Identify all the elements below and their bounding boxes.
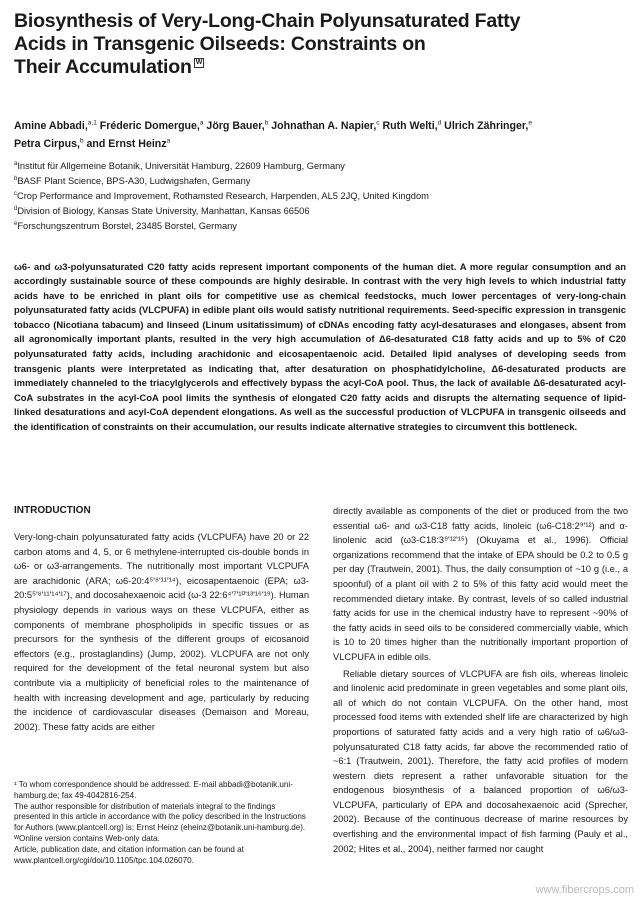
article-page	[14, 10, 628, 865]
author: Amine Abbadi,$^{a,1}$	[14, 119, 97, 132]
affiliation: $^b$BASF Plant Science, BPS-A30, Ludwigshafen, Germany	[14, 175, 251, 187]
title-line-text: Their Accumulation	[14, 56, 192, 78]
author-list	[14, 115, 626, 152]
right-column	[333, 504, 628, 856]
author: Petra Cirpus,$^b$	[14, 137, 84, 151]
footnote: Article, publication date, and citation information can be found at www.plantcell.org/cgi/doi/10.1105/tpc.104.026070.	[14, 844, 244, 865]
body-paragraph: directly available as components of the diet or produced from the two essential ω6- and ω3-C18 fatty acids, linoleic (ω6-C18:2⁹'¹²) and α-linolenic acid (ω3-C18:3⁹'¹²'¹⁵) (Okuyama et al., 1996). Official organizations recommend that the intake of EPA should be 0.2 to 0.5 g per day (Trautwein, 2001). Thus, the daily consumption of ~10 g (i.e., a spoonful) of a plant oil with 2 to 5% of this fatty acid would meet the recommended dietary intake. By contrast, levels of so called industrial fatty acids for use in the chemical industry have to represent ~90% of the fatty acids in seed oils to be considered commercially viable, which is 10 to 20 times higher than the nutritionally important proportion of VLCPUFA in edible oils.	[333, 506, 628, 662]
author: Fréderic Domergue,$^a$	[96, 119, 204, 132]
author: Johnathan A. Napier,$^c$	[268, 119, 380, 132]
affiliation: $^e$Forschungszentrum Borstel, 23485 Borstel, Germany	[14, 220, 237, 231]
footnote: The author responsible for distribution of materials integral to the findings presented in this article in accordance with the policy described in the Instructions for Authors (www.plantcell.org) is: Ernst Heinz (eheinz@botanik.uni-hamburg.de).	[14, 801, 306, 833]
author: Ruth Welti,$^d$	[379, 119, 442, 132]
abstract: ω6- and ω3-polyunsaturated C20 fatty acids represent important components of the human diet. A more regular consumption and an accordingly sustainable source of these compounds are highly desirable. In contrast with the very high levels to which industrial fatty acids have to be enriched in plant oils for competitive use as chemical feedstocks, much lower percentages of very-long-chain polyunsaturated fatty acids (VLCPUFA) in edible plant oils would satisfy nutritional requirements. Seed-specific expression in transgenic tobacco (Nicotiana tabacum) and linseed (Linum usitatissimum) of cDNAs encoding fatty acyl-desaturases and elongases, absent from all agronomically important plants, resulted in the very high accumulation of Δ6-desaturated C18 fatty acids and up to 5% of C20 polyunsaturated fatty acids, including arachidonic and eicosapentaenoic acid. Detailed lipid analyses of developing seeds from transgenic plants were interpretated as indicating that, after desaturation on phosphatidylcholine, Δ6-desaturated products are immediately channeled to the triacylglycerols and effectively bypass the acyl-CoA pool. Thus, the lack of available Δ6-desaturated acyl-CoA substrates in the acyl-CoA pool limits the synthesis of elongated C20 fatty acids and disrupts the alternating sequence of lipid-linked desaturations and acyl-CoA dependent elongations. As well as the successful production of VLCPUFA in transgenic oilseeds and the identification of constraints on their accumulation, our results indicate alternative strategies to circumvent this bottleneck.	[14, 260, 626, 433]
affiliation: $^a$Institut für Allgemeine Botanik, Universität Hamburg, 22609 Hamburg, Germany	[14, 161, 345, 172]
left-column	[14, 504, 309, 865]
author: Ulrich Zähringer,$^e$	[441, 119, 532, 132]
body-paragraph: Very-long-chain polyunsaturated fatty acids (VLCPUFA) have 20 or 22 carbon atoms and 4, 5, or 6 methylene-interrupted cis-double bonds in ω6- or ω3-arrangements. The nutritionally most important VLCPUFA are arachidonic (ARA; ω6-20:4⁵'⁸'¹¹'¹⁴), eicosapentaenoic (EPA; ω3-20:5⁵'⁸'¹¹'¹⁴'¹⁷), and docosahexaenoic acid (ω-3 22:6⁴'⁷'¹⁰'¹³'¹⁶'¹⁹). Human physiology depends in various ways on these VLCPUFA, either as components of membrane phospholipids in specific tissues or as precursors for the synthesis of the different groups of eicosanoid effectors (e.g., prostaglandins) (Jump, 2002). VLCPUFA are not only required for the development of the fetal neuronal system but also contribute via a multiplicity of beneficial roles to the maintenance of health with increasing development and age, particularly by reducing the incidence of cardiovascular diseases (Demaison and Moreau, 2002). These fatty acids are either	[14, 532, 309, 732]
footnote: ¹ To whom correspondence should be addressed. E-mail abbadi@botanik.uni-hamburg.de; fax 49-4042816-254.	[14, 780, 293, 800]
web-only-icon: W	[195, 59, 203, 66]
body-paragraph: Reliable dietary sources of VLCPUFA are fish oils, whereas linoleic and linolenic acid predominate in green vegetables and some plant oils, all of which do not contain VLCPUFA. On the other hand, most processed food items with extended shelf life are characterized by high proportions of saturated fatty acids and a very high ratio of ω6/ω3-polyunsaturated C18 fatty acids, far above the recommended ratio of ~6:1 (Trautwein, 2001). Therefore, the fatty acid profiles of modern western diets represent a rather unfavorable situation for the endogenous biosynthesis of a balanced proportion of ω6/ω3-VLCPUFA, particularly of EPA and docosahexaenoic acid (Sprecher, 2002). Because of the continuous decrease of marine resources by overfishing and the environmental impact of fish farming (Pauly et al., 2002; Hites et al., 2004), neither farmed nor caught	[333, 668, 628, 854]
title-line: Acids in Transgenic Oilseeds: Constraints on	[14, 33, 426, 55]
title-line	[14, 56, 626, 79]
section-heading: INTRODUCTION	[14, 505, 91, 516]
affiliation: $^c$Crop Performance and Improvement, Rothamsted Research, Harpenden, AL5 2JQ, United Kingdom	[14, 190, 429, 201]
article-title	[14, 10, 626, 79]
footnotes	[14, 780, 309, 866]
author: Jörg Bauer,$^b$	[203, 119, 269, 132]
affiliation: $^d$Division of Biology, Kansas State University, Manhattan, Kansas 66506	[14, 205, 310, 216]
affiliation-list	[14, 158, 626, 232]
footnote: ᵂOnline version contains Web-only data.	[14, 833, 160, 843]
watermark: www.fibercrops.com	[535, 884, 634, 896]
title-line: Biosynthesis of Very-Long-Chain Polyunsaturated Fatty	[14, 10, 521, 32]
author: and Ernst Heinz$^a$	[83, 137, 171, 151]
